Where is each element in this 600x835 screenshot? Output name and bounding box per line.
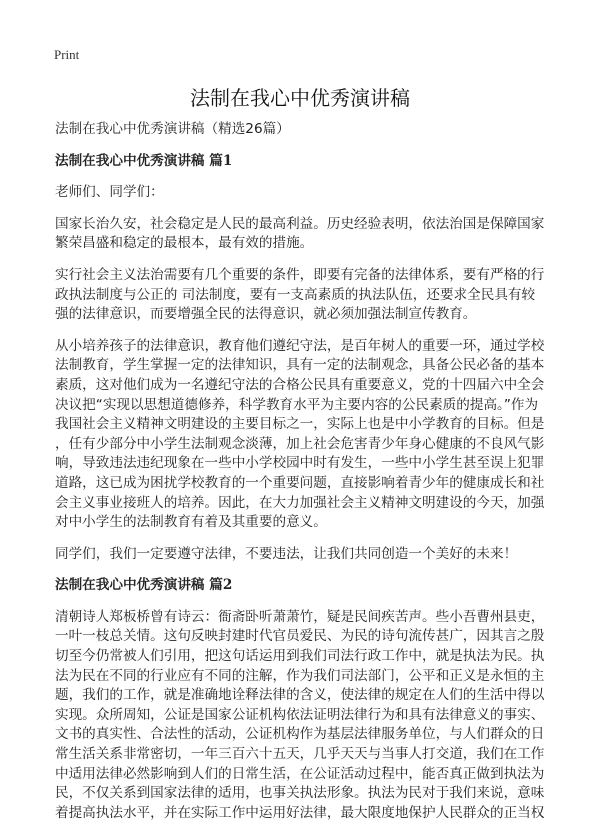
text-line: 民，不仅关系到国家法律的适用，也事关执法形象。执法为民对于我们来说，意味	[55, 785, 545, 802]
document-body	[55, 120, 555, 835]
section-heading	[55, 152, 555, 172]
text-line: 素质，这对他们成为一名遵纪守法的合格公民具有重要意义，党的十四届六中全会	[55, 376, 545, 393]
print-link[interactable]: Print	[54, 47, 80, 62]
text-line: 国家长治久安，社会稳定是人民的最高利益。历史经验表明，依法治国是保障国家	[55, 215, 545, 232]
text-line: 法制在我心中优秀演讲稿 篇1	[55, 152, 233, 169]
paragraph	[55, 545, 555, 565]
text-line: 响，导致违法违纪现象在一些中小学校园中时有发生，一些中小学生甚至误上犯罪	[55, 455, 545, 472]
text-line: 题，我们的工作，就是准确地诠释法律的含义，使法律的规定在人们的生活中得以	[55, 687, 545, 704]
text-line: 法制在我心中优秀演讲稿（精选26篇）	[55, 121, 290, 137]
paragraph	[55, 183, 555, 203]
text-line: 我国社会主义精神文明建设的主要目标之一，实际上也是中小学教育的目标。但是	[55, 416, 545, 433]
text-line: 一叶一枝总关情。这句反映封建时代官员爱民、为民的诗句流传甚广，因其言之殷	[55, 628, 545, 645]
section-heading	[55, 576, 555, 596]
text-line: 繁荣昌盛和稳定的最根本，最有效的措施。	[55, 235, 314, 252]
text-line: 强的法律意识，而要增强全民的法得意识，就必须加强法制宣传教育。	[55, 306, 477, 323]
text-line: 实现。众所周知，公证是国家公证机构依法证明法律行为和具有法律意义的事实、	[55, 706, 545, 723]
paragraph	[55, 120, 555, 140]
text-line: 对中小学生的法制教育有着及其重要的意义。	[55, 514, 327, 531]
paragraph	[55, 266, 555, 325]
text-line: 决议把“实现以思想道德修养，科学教育水平为主要内容的公民素质的提高。”作为	[55, 396, 539, 413]
text-line: 清朝诗人郑板桥曾有诗云：衙斋卧听萧萧竹，疑是民间疾苦声。些小吾曹州县吏，	[55, 608, 545, 625]
text-line: 会主义事业接班人的培养。因此，在大力加强社会主义精神文明建设的今天，加强	[55, 494, 545, 511]
text-line: 老师们、同学们：	[55, 184, 164, 201]
text-line: 实行社会主义法治需要有几个重要的条件，即要有完备的法律体系，要有严格的行	[55, 266, 545, 283]
text-line: ，任有少部分中小学生法制观念淡薄，加上社会危害青少年身心健康的不良风气影	[55, 435, 545, 452]
text-line: 法制教育，学生掌握一定的法律知识，具有一定的法制观念，具备公民必备的基本	[55, 357, 545, 374]
paragraph	[55, 215, 555, 254]
text-line: 从小培养孩子的法律意识，教育他们遵纪守法，是百年树人的重要一环，通过学校	[55, 337, 545, 354]
text-line: 中适用法律必然影响到人们的日常生活，在公证活动过程中，能否真正做到执法为	[55, 765, 545, 782]
text-line: 法制在我心中优秀演讲稿 篇2	[55, 577, 233, 594]
text-line: 政执法制度与公正的 司法制度，要有一支高素质的执法队伍，还要求全民具有较	[55, 286, 536, 303]
text-line: 法为民在不同的行业应有不同的注解，作为我们司法部门，公平和正义是永恒的主	[55, 667, 545, 684]
text-line: 常生活关系非常密切，一年三百六十五天，几乎天天与当事人打交道，我们在工作	[55, 746, 545, 763]
text-line: 文书的真实性、合法性的活动，公证机构作为基层法律服务单位，与人们群众的日	[55, 726, 545, 743]
text-line: 同学们，我们一定要遵守法律，不要违法，让我们共同创造一个美好的未来！	[55, 545, 518, 562]
text-line: 切至今仍常被人们引用，把这句话运用到我们司法行政工作中，就是执法为民。执	[55, 648, 545, 665]
paragraph	[55, 608, 555, 824]
paragraph	[55, 337, 555, 533]
text-line: 着提高执法水平，并在实际工作中运用好法律，最大限度地保护人民群众的正当权	[55, 804, 545, 821]
text-line: 道路，这已成为困扰学校教育的一个重要问题，直接影响着青少年的健康成长和社	[55, 474, 545, 491]
page-title: 法制在我心中优秀演讲稿	[190, 86, 410, 110]
